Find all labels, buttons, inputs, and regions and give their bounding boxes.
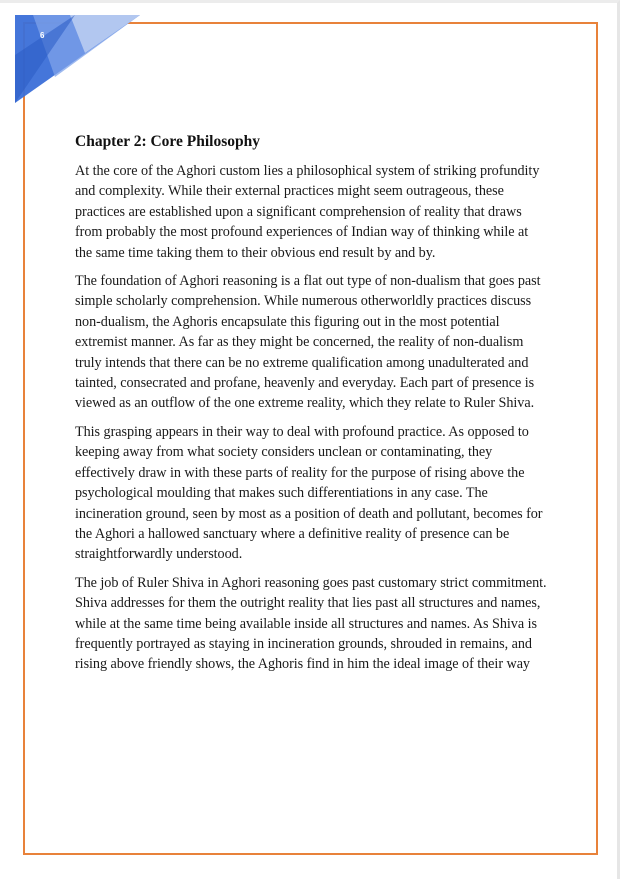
- paragraph: The foundation of Aghori reasoning is a flat out type of non-dualism that goes past simple scholarly comprehension. While numerous otherworldly practices discuss non-dualism, the Aghoris encapsulate this figuring out in the most potential extremist manner. As far as they might be concerned, the reality of non-dualism truly intends that there can be no extreme qualification among unadulterated and tainted, consecrated and profane, heavenly and everyday. Each part of presence is viewed as an outflow of the one extreme reality, which they relate to Ruler Shiva.: [75, 273, 541, 412]
- paragraph: This grasping appears in their way to deal with profound practice. As opposed to keeping away from what society considers unclean or contaminating, they effectively draw in with these parts of reality for the purpose of rising above the psychological moulding that makes such differentiations in any case. The incineration ground, seen by most as a position of death and pollutant, becomes for the Aghori a hallowed sanctuary where a definitive reality of presence can be straightforwardly understood.: [75, 423, 543, 563]
- paragraph: At the core of the Aghori custom lies a philosophical system of striking profundity and complexity. While their external practices might seem outrageous, these practices are established upon a significant comprehension of reality that draws from probably the most profound experiences of Indian way of thinking while at the same time taking them to their obvious end result by and by.: [75, 163, 540, 261]
- chapter-content: [75, 132, 547, 683]
- page-number: 6: [40, 31, 45, 40]
- corner-decoration-icon: [15, 15, 145, 105]
- paragraph: The job of Ruler Shiva in Aghori reasoning goes past customary strict commitment. Shiva addresses for them the outright reality that lies past all structures and names, while at the same time being available inside all structures and names. As Shiva is frequently portrayed as staying in incineration grounds, shrouded in remains, and rising above friendly shows, the Aghoris find in him the ideal image of their way: [75, 574, 547, 673]
- chapter-title: Chapter 2: Core Philosophy: [75, 133, 261, 150]
